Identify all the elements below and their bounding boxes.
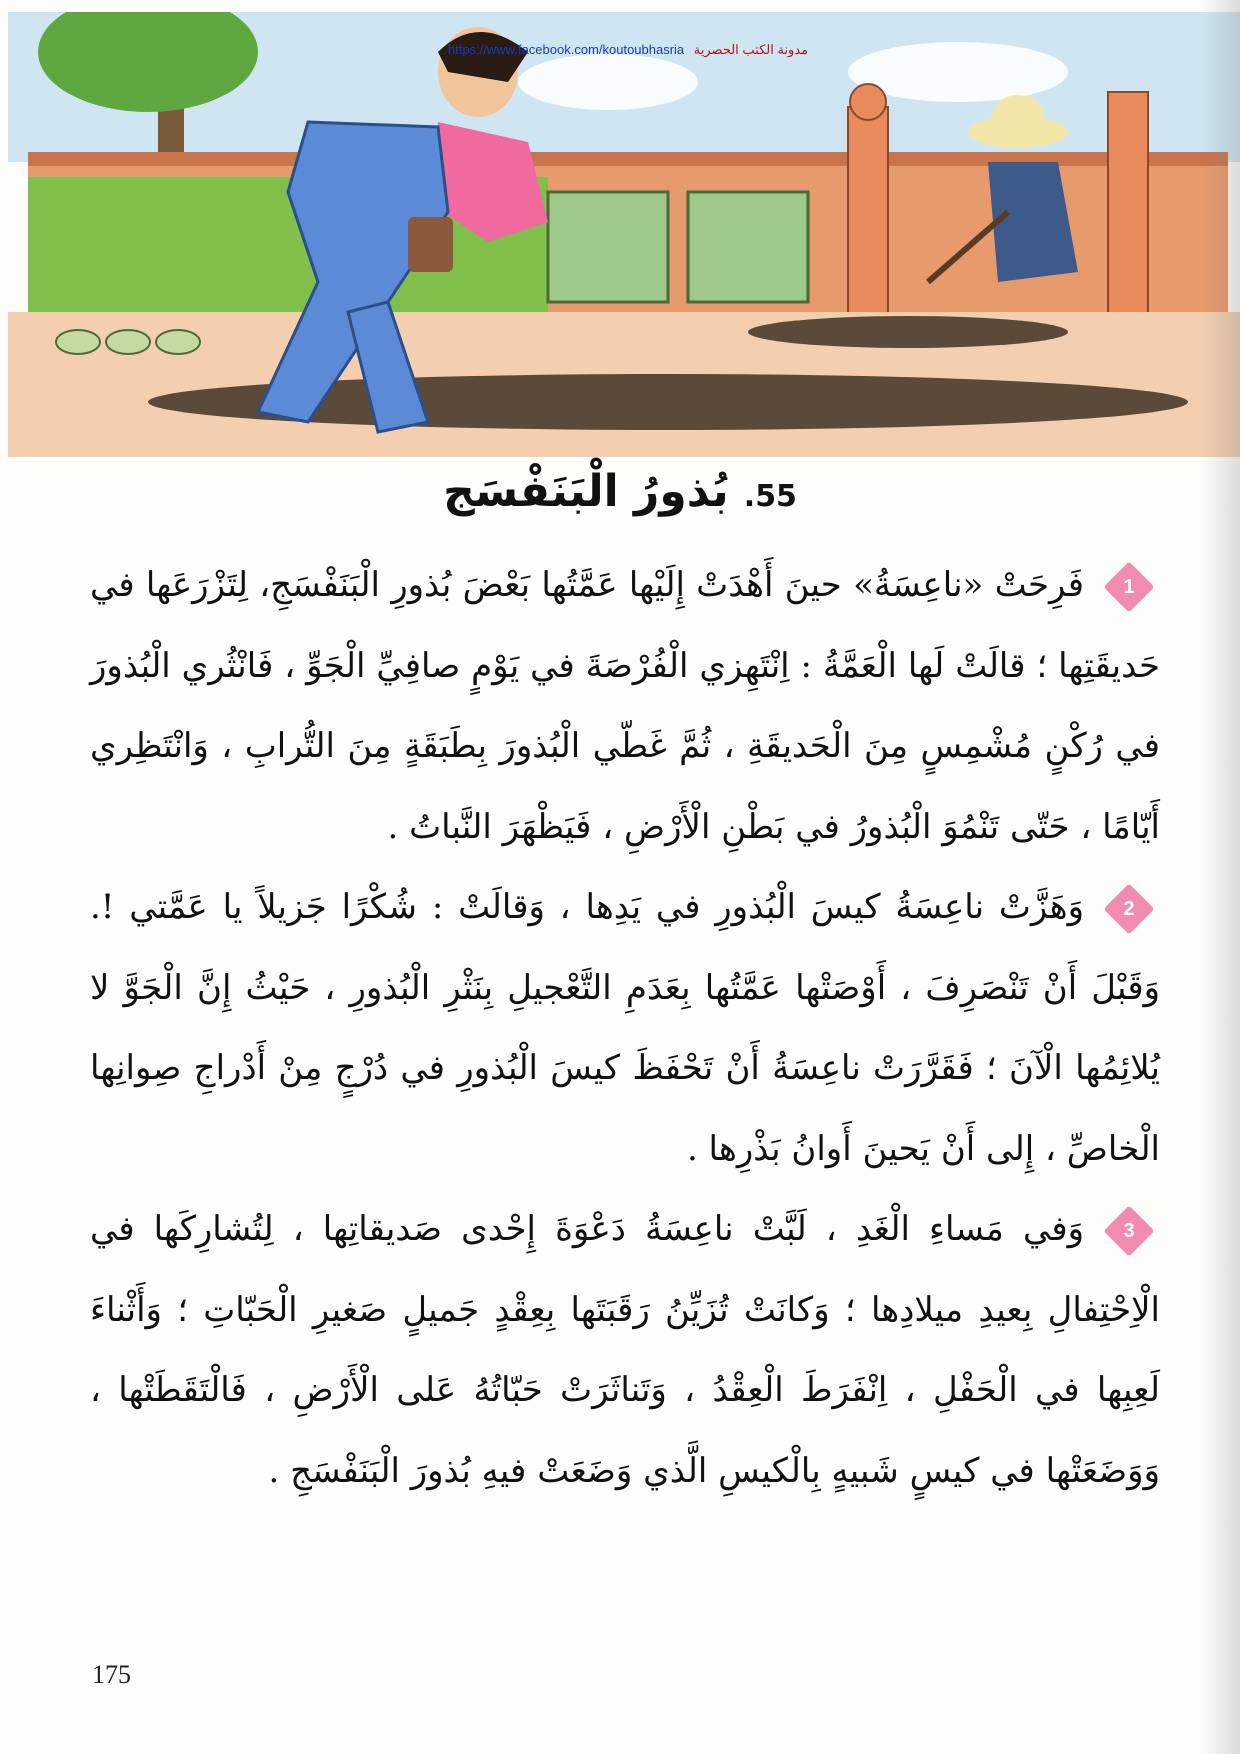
paragraph-1 [90, 545, 1160, 867]
paragraph-number: 1 [1123, 576, 1135, 598]
lesson-heading [0, 466, 1240, 536]
paragraph-2 [90, 867, 1160, 1189]
paragraph-marker-icon [1102, 882, 1156, 936]
garden-scene-illustration [8, 12, 1240, 457]
source-watermark [8, 42, 1240, 58]
page-spine-shadow [1200, 0, 1240, 1754]
paragraph-number: 2 [1123, 898, 1135, 920]
page-number: 175 [92, 1660, 131, 1689]
source-label: مدونة الكتب الحصرية [693, 42, 809, 57]
paragraph-text: فَرِحَتْ «ناعِسَةُ» حينَ أَهْدَتْ إِلَيْها عَمَّتُها بَعْضَ بُذورِ الْبَنَفْسَجِ، لِتَزْرَعَها في حَديقَتِها ؛ قالَتْ لَها الْعَمَّةُ : اِنْتَهِزي الْفُرْصَةَ في يَوْمٍ صافِيِّ الْجَوِّ ، فَانْثُري الْبُذورَ في رُكْنٍ مُشْمِسٍ مِنَ الْحَديقَةِ ، ثُمَّ غَطّي الْبُذورَ بِطَبَقَةٍ مِنَ التُّرابِ ، وَانْتَظِري أَيّامًا ، حَتّى تَنْمُوَ الْبُذورُ في بَطْنِ الْأَرْضِ ، فَيَظْهَرَ النَّباتُ . [90, 565, 1160, 847]
paragraph-number: 3 [1123, 1220, 1135, 1242]
paragraph-marker-icon [1102, 1204, 1156, 1258]
paragraph-text: وَهَزَّتْ ناعِسَةُ كيسَ الْبُذورِ في يَدِها ، وَقالَتْ : شُكْرًا جَزيلاً يا عَمَّتي !. وَقَبْلَ أَنْ تَنْصَرِفَ ، أَوْصَتْها عَمَّتُها بِعَدَمِ التَّعْجيلِ بِنَثْرِ الْبُذورِ ، حَيْثُ إِنَّ الْجَوَّ لا يُلائِمُها الْآنَ ؛ فَقَرَّرَتْ ناعِسَةُ أَنْ تَحْفَظَ كيسَ الْبُذورِ في دُرْجٍ مِنْ أَدْراجِ صِوانِها الْخاصِّ ، إِلى أَنْ يَحينَ أَوانُ بَذْرِها . [90, 887, 1160, 1169]
paragraph-marker-icon [1102, 560, 1156, 614]
lesson-body [90, 545, 1160, 1511]
paragraph-3 [90, 1189, 1160, 1511]
lesson-title: بُذورُ الْبَنَفْسَج [443, 466, 729, 517]
paragraph-text: وَفي مَساءِ الْغَدِ ، لَبَّتْ ناعِسَةُ دَعْوَةَ إِحْدى صَديقاتِها ، لِتُشارِكَها في الْاِحْتِفالِ بِعيدِ ميلادِها ؛ وَكانَتْ تُزَيِّنُ رَقَبَتَها بِعِقْدٍ جَميلٍ صَغيرِ الْحَبّاتِ ؛ وَأَثْناءَ لَعِبِها في الْحَفْلِ ، اِنْفَرَطَ الْعِقْدُ ، وَتَناثَرَتْ حَبّاتُهُ عَلى الْأَرْضِ ، فَالْتَقَطَتْها ، وَوَضَعَتْها في كيسٍ شَبيهٍ بِالْكيسِ الَّذي وَضَعَتْ فيهِ بُذورَ الْبَنَفْسَجِ . [90, 1209, 1160, 1491]
source-url-text: https://www.facebook.com/koutoubhasria [447, 42, 685, 57]
lesson-number: 55. [743, 479, 797, 514]
